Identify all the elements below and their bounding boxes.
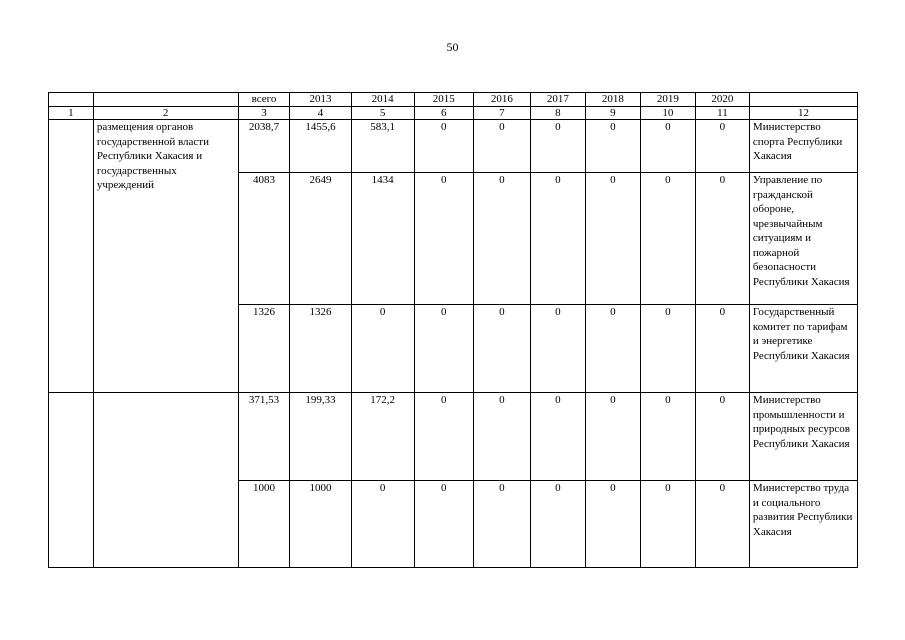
header-cell-empty-1: [49, 93, 94, 107]
header-cell-year: 2015: [414, 93, 473, 107]
header-cell-empty-12: [749, 93, 857, 107]
value-2019: 0: [640, 393, 695, 481]
column-number: 11: [695, 107, 749, 120]
executor-cell: Министерство промышленности и природных ресурсов Республики Хакасия: [749, 393, 857, 481]
value-2013: 1455,6: [290, 120, 351, 173]
value-2014: 172,2: [351, 393, 414, 481]
value-total: 371,53: [238, 393, 290, 481]
value-2017: 0: [530, 173, 585, 305]
value-2020: 0: [695, 173, 749, 305]
value-2018: 0: [585, 393, 640, 481]
header-cell-total: всего: [238, 93, 290, 107]
column-number: 9: [585, 107, 640, 120]
value-2016: 0: [473, 481, 530, 568]
value-2014: 0: [351, 481, 414, 568]
header-cell-empty-2: [93, 93, 238, 107]
value-2016: 0: [473, 393, 530, 481]
header-cell-year: 2014: [351, 93, 414, 107]
value-2019: 0: [640, 120, 695, 173]
value-2020: 0: [695, 481, 749, 568]
measure-description: [93, 393, 238, 568]
table-row: [49, 120, 858, 173]
column-number: 10: [640, 107, 695, 120]
measure-description: размещения органов государственной власти Республики Хакасия и государственных учреждений: [93, 120, 238, 393]
value-2018: 0: [585, 481, 640, 568]
value-2018: 0: [585, 120, 640, 173]
row-number-cell: [49, 120, 94, 393]
value-2019: 0: [640, 173, 695, 305]
value-2015: 0: [414, 481, 473, 568]
value-2013: 199,33: [290, 393, 351, 481]
value-total: 2038,7: [238, 120, 290, 173]
executor-cell: Министерство спорта Республики Хакасия: [749, 120, 857, 173]
header-cell-year: 2020: [695, 93, 749, 107]
value-2016: 0: [473, 120, 530, 173]
value-2015: 0: [414, 120, 473, 173]
column-number: 8: [530, 107, 585, 120]
column-number: 3: [238, 107, 290, 120]
page-number: 50: [446, 40, 459, 54]
value-2018: 0: [585, 305, 640, 393]
column-number: 4: [290, 107, 351, 120]
program-table: [48, 92, 858, 568]
value-2020: 0: [695, 305, 749, 393]
row-number-cell: [49, 393, 94, 568]
value-2020: 0: [695, 120, 749, 173]
value-total: 1326: [238, 305, 290, 393]
column-number: 1: [49, 107, 94, 120]
header-cell-year: 2018: [585, 93, 640, 107]
value-2015: 0: [414, 305, 473, 393]
column-number-row: [49, 107, 858, 120]
value-2017: 0: [530, 481, 585, 568]
column-number: 2: [93, 107, 238, 120]
header-cell-year: 2019: [640, 93, 695, 107]
column-number: 5: [351, 107, 414, 120]
value-2013: 1000: [290, 481, 351, 568]
value-2014: 583,1: [351, 120, 414, 173]
value-2015: 0: [414, 173, 473, 305]
column-number: 12: [749, 107, 857, 120]
value-2017: 0: [530, 120, 585, 173]
value-2016: 0: [473, 305, 530, 393]
executor-cell: Министерство труда и социального развития Республики Хакасия: [749, 481, 857, 568]
value-2017: 0: [530, 305, 585, 393]
value-total: 1000: [238, 481, 290, 568]
value-2013: 1326: [290, 305, 351, 393]
value-2013: 2649: [290, 173, 351, 305]
header-row: [49, 93, 858, 107]
executor-cell: Управление по гражданской обороне, чрезвычайным ситуациям и пожарной безопасности Республики Хакасия: [749, 173, 857, 305]
value-2019: 0: [640, 481, 695, 568]
executor-cell: Государственный комитет по тарифам и энергетике Республики Хакасия: [749, 305, 857, 393]
header-cell-year: 2017: [530, 93, 585, 107]
value-2017: 0: [530, 393, 585, 481]
value-2014: 0: [351, 305, 414, 393]
table-row: [49, 393, 858, 481]
value-2019: 0: [640, 305, 695, 393]
column-number: 7: [473, 107, 530, 120]
column-number: 6: [414, 107, 473, 120]
value-2016: 0: [473, 173, 530, 305]
header-cell-year: 2013: [290, 93, 351, 107]
value-total: 4083: [238, 173, 290, 305]
value-2014: 1434: [351, 173, 414, 305]
value-2015: 0: [414, 393, 473, 481]
value-2018: 0: [585, 173, 640, 305]
value-2020: 0: [695, 393, 749, 481]
header-cell-year: 2016: [473, 93, 530, 107]
